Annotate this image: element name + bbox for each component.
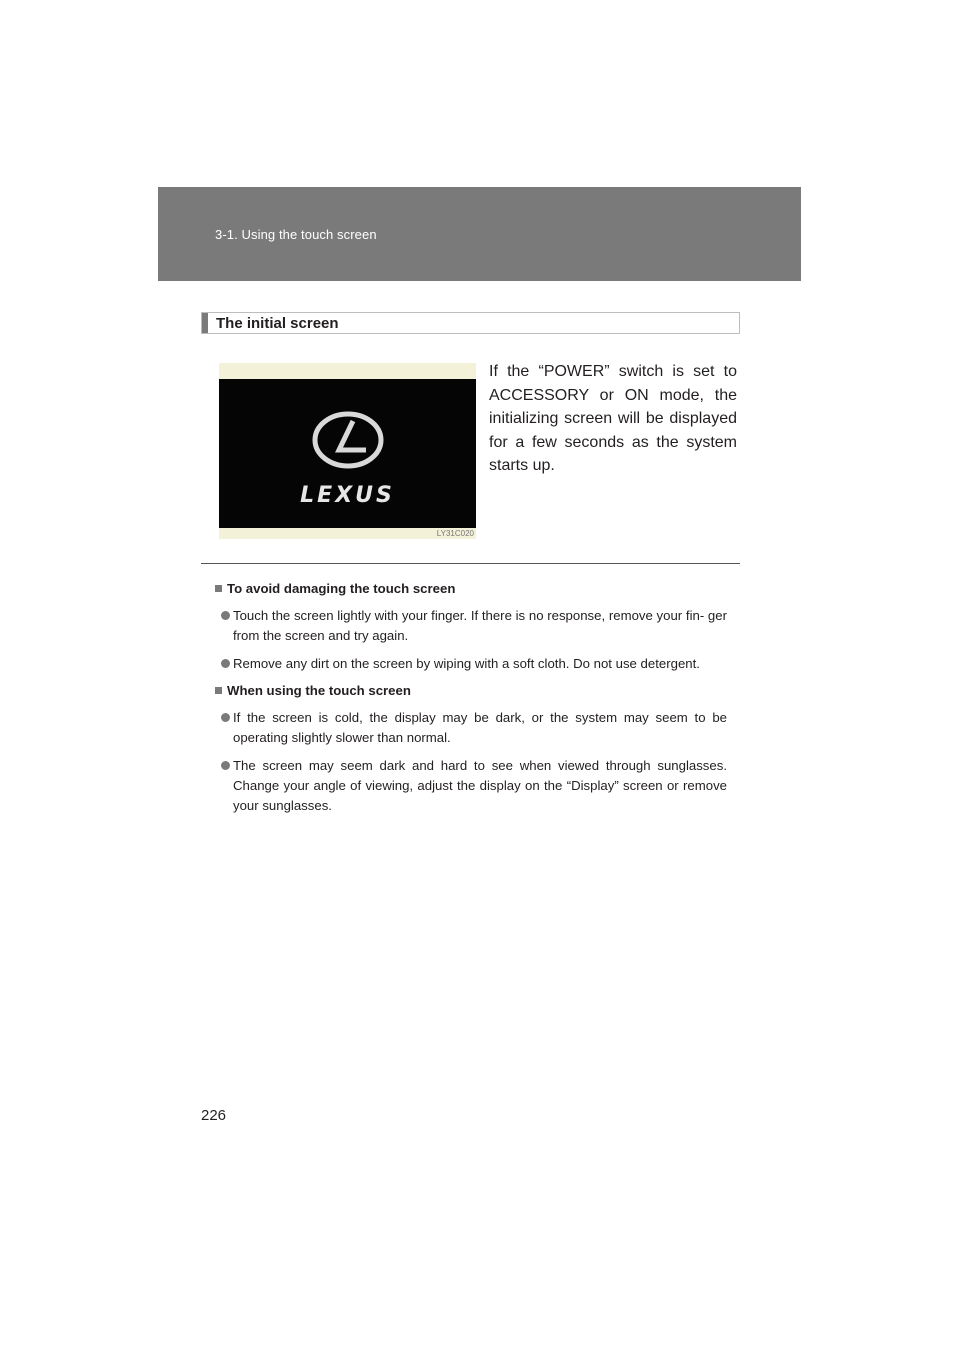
section-divider	[201, 563, 740, 564]
lexus-emblem-icon	[311, 409, 385, 471]
round-bullet-icon	[221, 713, 230, 722]
note-bullet-text: Touch the screen lightly with your finger. If there is no response, remove your fin- ger from the screen and try again.	[233, 608, 727, 643]
subsection-heading-marker	[202, 313, 208, 333]
square-bullet-icon	[215, 585, 222, 592]
notes-section	[215, 580, 727, 824]
initial-screen-illustration	[219, 363, 476, 539]
subsection-heading	[201, 312, 740, 334]
intro-paragraph: If the “POWER” switch is set to ACCESSORY or ON mode, the initializing screen will be displayed for a few seconds as the system starts up.	[489, 363, 737, 474]
page-number: 226	[201, 1107, 227, 1124]
square-bullet-icon	[215, 687, 222, 694]
note-bullet	[215, 606, 727, 646]
note-heading-text: To avoid damaging the touch screen	[227, 581, 456, 596]
round-bullet-icon	[221, 659, 230, 668]
image-code: LY31C020	[436, 529, 474, 538]
subsection-title: The initial screen	[216, 315, 339, 332]
note-bullet	[215, 708, 727, 748]
note-bullet	[215, 756, 727, 816]
screen-display	[219, 379, 476, 528]
round-bullet-icon	[221, 761, 230, 770]
round-bullet-icon	[221, 611, 230, 620]
note-heading-text: When using the touch screen	[227, 683, 411, 698]
note-bullet-text: If the screen is cold, the display may be dark, or the system may seem to be operating slightly slower than normal.	[233, 710, 727, 745]
section-label: 3-1. Using the touch screen	[215, 227, 377, 242]
note-heading	[215, 682, 727, 700]
note-bullet-text: Remove any dirt on the screen by wiping with a soft cloth. Do not use detergent.	[233, 656, 700, 671]
lexus-wordmark: LEXUS	[300, 483, 395, 508]
note-heading	[215, 580, 727, 598]
chapter-header-band	[158, 187, 801, 281]
note-bullet	[215, 654, 727, 674]
note-bullet-text: The screen may seem dark and hard to see when viewed through sunglasses. Change your angle of viewing, adjust the display on the “Display” screen or remove your sunglasses.	[233, 758, 727, 813]
